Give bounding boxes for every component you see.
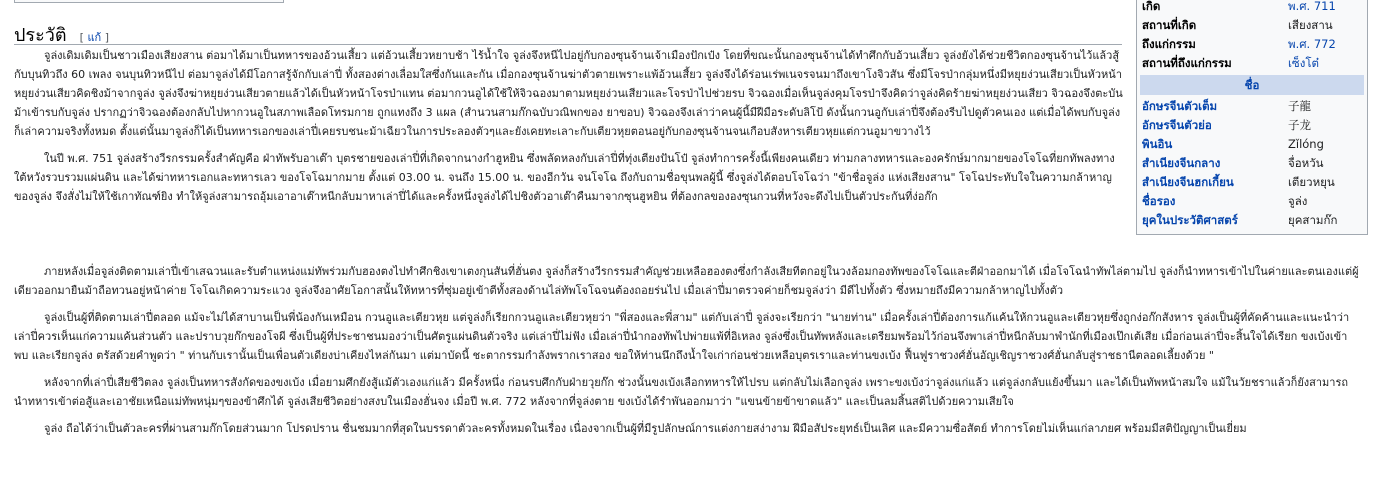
infobox-value: Zǐlóng (1288, 137, 1324, 151)
infobox-row (1140, 35, 1364, 54)
infobox-row (1140, 173, 1364, 192)
infobox (1136, 0, 1368, 235)
infobox-label: ถึงแก่กรรม (1142, 37, 1196, 51)
edit-link[interactable]: แก้ (87, 31, 102, 44)
paragraph: จูล่งเดิมเดิมเป็นชาวเมืองเสียงสาน ต่อมาได้มาเป็นทหารของอ้วนเสี้ยว แต่อ้วนเสี้ยวหยาบช้า ไร้น้ำใจ จูล่งจึงหนีไปอยู่กับกองซุนจ้านเจ้าเมืองปักเป๋ง โดยที่ขณะนั้นกองซุนจ้านได้ทำศึกกับอ้วนเสี้ยว จูล่งยังได้ช่วยชีวิตกองซุนจ้านไว้แล้วสู้กับบุนทิวถึง 60 เพลง จนบุนทิวหนีไป ต่อมาจูล่งได้มีโอกาสรู้จักกับเล่าปี่ ทั้งสองต่างเลื่อมใสซึ่งกันและกัน เมื่อกองซุนจ้านฆ่าตัวตายเพราะแพ้อ้วนเสี้ยว จูล่งจึงได้ร่อนเร่พเนจรจนมาถึงเขาโงจิวสัน ซึ่งมีโจรป่ากลุ่มหนึ่งมีหยุยง่วนเสียวเป็นหัวหน้า หยุยง่วนเสียวคิดชิงม้าจากจูล่ง จูล่งจึงฆ่าหยุยง่วนเสียวตายแล้วได้เป็นหัวหน้าโจรป่าแทน ต่อมากวนอูได้ใช้ให้จิวฉองมาตามหยุยง่วนเสียวและโจรป่าไปช่วยรบ จิวฉองเมื่อเห็นจูล่งคุมโจรป่าจึงคิดว่าจูล่งคิดร้ายฆ่าหยุยง่วนเสียว จิวฉองจึงตะบันม้าเข้ารบกับจูล่ง ปรากฏว่าจิวฉองต้องกลับไปหากวนอูในสภาพเลือดโทรมกาย ถูกแทงถึง 3 แผล (สำนวนสามก๊กฉบับวณิพกของ ยาขอบ) จิวฉองจึงเล่าว่าคนผู้นี้มีฝีมือระดับลิโป้ ดังนั้นกวนอูกับเล่าปี่จึงต้องรีบไปดูตัวคนเอง แต่เมื่อได้พบกับจูล่งก็เล่าความจริงทั้งหมด ตั้งแต่นั้นมาจูล่งก็ได้เป็นทหารเอกของเล่าปี่เคยรบชนะม้าเฉียวในการประลองตัวๆและยังเคยทะเลาะกับเตียวหุยตอนอยู่กับกองซุนจ้านจนเกือบสังหารเตียวหุยแต่กวนอูมาขวางไว้ (14, 49, 1123, 138)
infobox-value: จูล่ง (1288, 194, 1308, 208)
infobox-row (1140, 192, 1364, 211)
infobox-row (1140, 211, 1364, 230)
infobox-value[interactable]: พ.ศ. 711 (1288, 0, 1336, 13)
infobox-row (1140, 116, 1364, 135)
infobox-value: 子龙 (1288, 118, 1311, 132)
paragraph: จูล่ง ถือได้ว่าเป็นตัวละครที่ผ่านสามก๊กโดยส่วนมาก โปรดปราน ชื่นชมมากที่สุดในบรรดาตัวละครทั้งหมดในเรื่อง เนื่องจากเป็นผู้ที่มีรูปลักษณ์การแต่งกายสง่างาม ฝีมือสัประยุทธ์เป็นเลิศ และมีความซื่อสัตย์ ทำการโดยไม่เห็นแก่ลาภยศ พร้อมมีสติปัญญาเป็นเยี่ยม (44, 422, 1247, 435)
infobox-row (1140, 154, 1364, 173)
paragraph: จูล่งเป็นผู้ที่ติดตามเล่าปี่ตลอด แม้จะไม่ได้สาบานเป็นพี่น้องกันเหมือน กวนอูและเตียวหุย แต่จูล่งก็เรียกกวนอูและเตียวหุยว่า "พี่สองและพี่สาม" แต่กับเล่าปี่ จูล่งจะเรียกว่า "นายท่าน" เมื่อครั้งเล่าปี่ต้องการแก้แค้นให้กวนอูและเตียวหุยซึ่งถูกง่อก๊กสังหาร จูล่งเป็นผู้ที่คัดค้านและแนะนำว่าเล่าปี่ควรเห็นแก่ความแค้นส่วนตัว และปราบวุยก๊กของโจผี ซึ่งเป็นผู้ที่ประชาชนมองว่าเป็นศัตรูแผ่นดินตัวจริง แต่เล่าปี่ไม่ฟัง เมื่อเล่าปี่นำกองทัพไปพ่ายแพ้ที่อิเหลง จูล่งซึ่งเป็นทัพหลังและเตรียมพร้อมไว้ก่อนจึงพาเล่าปี่หนีกลับมาพำนักที่เมืองเป๊กเต้เสีย เมื่อก่อนเล่าปี่จะสิ้นใจได้เรียก ขงเบ้งเข้าพบ และเรียกจูล่ง ตรัสด้วยคำพูดว่า " ท่านกับเรานั้นเป็นเพื่อนตัวเดียงบ่าเคียงไหล่กันมา แต่มาบัดนี้ ชะตากรรมกำลังพรากเราสอง ขอให้ท่านนึกถึงน้ำใจเก่าก่อนช่วยเหลือบุตรเราและท่านขงเบ้ง ฟื้นฟูราชวงศ์ฮั่นอัญเชิญราชวงศ์ฮั่นกลับสู่ราชธานีตลอดเลี้ยงด้วย " (14, 311, 1350, 362)
paragraph: ภายหลังเมื่อจูล่งติดตามเล่าปี่เข้าเสฉวนและรับตำแหน่งแม่ทัพร่วมกับฮองตงไปทำศึกชิงเขาเตงกุนสันที่ฮั่นตง จูล่งก็สร้างวีรกรรมสำคัญช่วยเหลือฮองตงซึ่งกำลังเสียทีตกอยู่ในวงล้อมกองทัพของโจโฉและตีฝ่าออกมาได้ เมื่อโจโฉนำทัพไล่ตามไป จูล่งก็นำทหารเข้าไปในค่ายและตนเองแต่ผู้เดียวออกมายืนม้าถือทวนอยู่หน้าค่าย โจโฉเกิดความระแวง จูล่งจึงอาศัยโอกาสนั้นให้ทหารที่ซุ่มอยู่เข้าตีทั้งสองด้านไล่ทัพโจโฉจนต้องถอยร่นไป เมื่อเล่าปี่มาตรวจค่ายก็ชมจูล่งว่า มีดีไปทั้งตัว ซึ่งหมายถึงมีความกล้าหาญไปทั้งตัว (14, 265, 1359, 297)
infobox-label: สถานที่ถึงแก่กรรม (1142, 56, 1232, 70)
table-fragment (14, 0, 284, 3)
infobox-label[interactable]: พินอิน (1142, 137, 1173, 151)
infobox-value: จื่อหวัน (1288, 156, 1324, 170)
article-body-lower (14, 262, 1359, 446)
section-title: ประวัติ (14, 25, 67, 46)
infobox-row (1140, 54, 1364, 73)
infobox-row (1140, 135, 1364, 154)
section-heading (14, 20, 1122, 45)
infobox-row (1140, 0, 1364, 16)
infobox-row (1140, 16, 1364, 35)
paragraph: ในปี พ.ศ. 751 จูล่งสร้างวีรกรรมครั้งสำคัญคือ ฝ่าทัพรับอาเต๊า บุตรชายของเล่าปี่ที่เกิดจากนางกำฮูหยิน ซึ่งพลัดหลงกับเล่าปี่ที่ทุ่งเตียงปันโป๋ จูล่งทำการครั้งนี้เพียงคนเดียว ท่ามกลางทหารและองครักษ์มากมายของโจโฉที่ยกทัพลงทางใต้หวังรวบรวมแผ่นดิน และได้ฆ่าทหารเอกและทหารเลว ของโจโฉมากมาย ตั้งแต่ 03.00 น. จนถึง 15.00 น. ของอีกวัน จนโจโฉ ถึงกับถามชื่อขุนพลผู้นี้ ซึ่งจูล่งได้ตอบโจโฉว่า "ข้าชื่อจูล่ง แห่งเสียงสาน" โจโฉประทับใจในความกล้าหาญของจูล่ง จึงสั่งไม่ให้ใช้เกาทัณฑ์ยิง ทำให้จูล่งสามารถอุ้มเอาอาเต๊าหนีกลับมาหาเล่าปี่ได้และครั้งหนึ่งจูล่งได้ไปชิงตัวอาเต๊าคืนมาจากซุนฮูหยิน ที่ต้องกลขององซุนกวนที่หวังจะดึงไปเป็นตัวประกันที่ง่อก๊ก (14, 152, 1115, 203)
infobox-names-header[interactable]: ชื่อ (1140, 75, 1364, 95)
infobox-label[interactable]: อักษรจีนตัวย่อ (1142, 118, 1212, 132)
paragraph: หลังจากที่เล่าปี่เสียชีวิตลง จูล่งเป็นทหารสังกัดของขงเบ้ง เมื่อยามศึกยังสู้แม้ตัวเองแก่แล้ว มีครั้งหนึ่ง ก่อนรบศึกกับฝ่ายวุยก๊ก ช่วงนั้นขงเบ้งเลือกทหารให้ไปรบ แต่กลับไม่เลือกจูล่ง เพราะขงเบ้งว่าจูล่งแก่แล้ว แต่จูล่งกลับแย้งขึ้นมา และได้เป็นทัพหน้าสมใจ แม้ในวัยชราแล้วก็ยังสามารถนำทหารเข้าต่อสู้และเอาชัยเหนือแม่ทัพหนุ่มๆของข้าศึกได้ จูล่งเสียชีวิตอย่างสงบในเมืองฮั่นจง เมื่อปี พ.ศ. 772 หลังจากที่จูล่งตาย ขงเบ้งได้รำพันออกมาว่า "แขนข้ายข้าขาดแล้ว" และเป็นลมสิ้นสติไปด้วยความเสียใจ (14, 376, 1349, 408)
infobox-label[interactable]: อักษรจีนตัวเต็ม (1142, 99, 1218, 113)
infobox-value[interactable]: เซ็งโต๋ (1288, 56, 1319, 70)
infobox-label: สถานที่เกิด (1142, 18, 1197, 32)
infobox-value: 子龍 (1288, 99, 1311, 113)
edit-section: [ แก้ ] (79, 31, 109, 44)
infobox-row (1140, 97, 1364, 116)
infobox-value: ยุคสามก๊ก (1288, 213, 1338, 227)
infobox-value: เตียวหยุน (1288, 175, 1335, 189)
infobox-label: เกิด (1142, 0, 1161, 13)
infobox-value: เสียงสาน (1288, 18, 1333, 32)
infobox-label[interactable]: สำเนียงจีนฮกเกี้ยน (1142, 175, 1234, 189)
infobox-label[interactable]: ชื่อรอง (1142, 194, 1176, 208)
article-body (14, 46, 1124, 214)
infobox-label[interactable]: ยุคในประวัติศาสตร์ (1142, 213, 1238, 227)
infobox-label[interactable]: สำเนียงจีนกลาง (1142, 156, 1221, 170)
infobox-value[interactable]: พ.ศ. 772 (1288, 37, 1336, 51)
